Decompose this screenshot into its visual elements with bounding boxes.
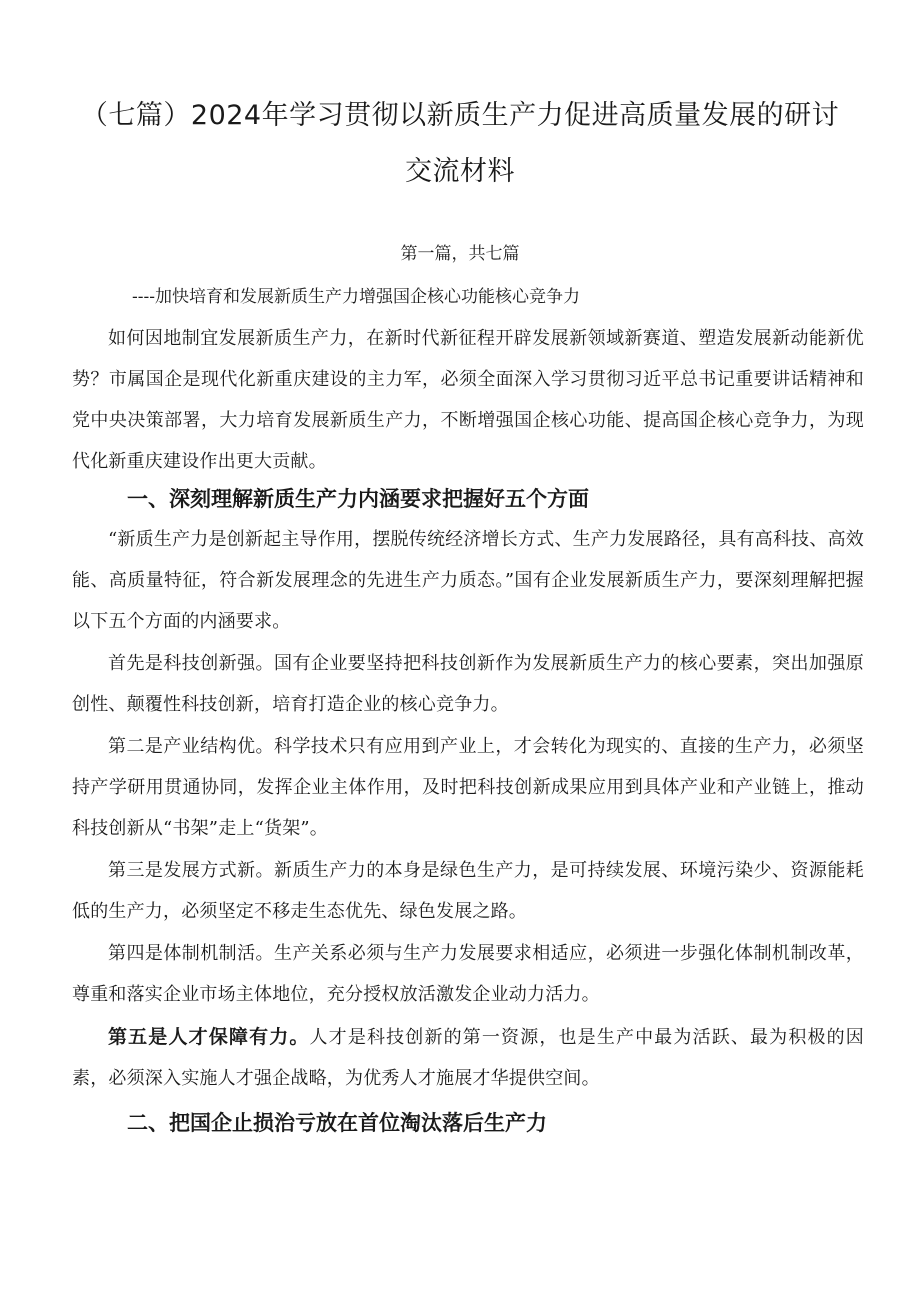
quote-paragraph: “新质生产力是创新起主导作用，摆脱传统经济增长方式、生产力发展路径，具有高科技、高效能、高质量特征，符合新发展理念的先进生产力质态。”国有企业发展新质生产力，要深刻理解把握以下五个方面的内涵要求。 bbox=[72, 529, 864, 632]
section-heading-1: 一、深刻理解新质生产力内涵要求把握好五个方面 bbox=[127, 487, 589, 511]
point-5-text: 人才是科技创新的第一资源，也是生产中最为活跃、最为积极的因素，必须深入实施人才强企战略，为优秀人才施展才华提供空间。 bbox=[72, 1027, 864, 1089]
title-line-1: （七篇）2024年学习贯彻以新质生产力促进高质量发展的研讨 bbox=[80, 100, 840, 131]
point-4-paragraph: 第四是体制机制活。生产关系必须与生产力发展要求相适应，必须进一步强化体制机制改革，尊重和落实企业市场主体地位，充分授权放活激发企业动力活力。 bbox=[72, 943, 864, 1005]
point-5-paragraph bbox=[72, 1017, 864, 1099]
title-line-2: 交流材料 bbox=[405, 156, 515, 187]
part-label: 第一篇，共七篇 bbox=[400, 244, 520, 264]
point-3-paragraph: 第三是发展方式新。新质生产力的本身是绿色生产力，是可持续发展、环境污染少、资源能耗低的生产力，必须坚定不移走生态优先、绿色发展之路。 bbox=[72, 860, 864, 922]
document-title bbox=[60, 88, 860, 200]
intro-paragraph: 如何因地制宜发展新质生产力，在新时代新征程开辟发展新领域新赛道、塑造发展新动能新优势？市属国企是现代化新重庆建设的主力军，必须全面深入学习贯彻习近平总书记重要讲话精神和党中央决策部署，大力培育发展新质生产力，不断增强国企核心功能、提高国企核心竞争力，为现代化新重庆建设作出更大贡献。 bbox=[72, 328, 864, 472]
subtitle: ----加快培育和发展新质生产力增强国企核心功能核心竞争力 bbox=[132, 287, 580, 307]
point-1-paragraph: 首先是科技创新强。国有企业要坚持把科技创新作为发展新质生产力的核心要素，突出加强原创性、颠覆性科技创新，培育打造企业的核心竞争力。 bbox=[72, 653, 864, 715]
section-heading-2: 二、把国企止损治亏放在首位淘汰落后生产力 bbox=[127, 1111, 547, 1135]
point-5-lead: 第五是人才保障有力。 bbox=[108, 1026, 310, 1048]
point-2-paragraph: 第二是产业结构优。科学技术只有应用到产业上，才会转化为现实的、直接的生产力，必须坚持产学研用贯通协同，发挥企业主体作用，及时把科技创新成果应用到具体产业和产业链上，推动科技创新从“书架”走上“货架”。 bbox=[72, 736, 864, 839]
